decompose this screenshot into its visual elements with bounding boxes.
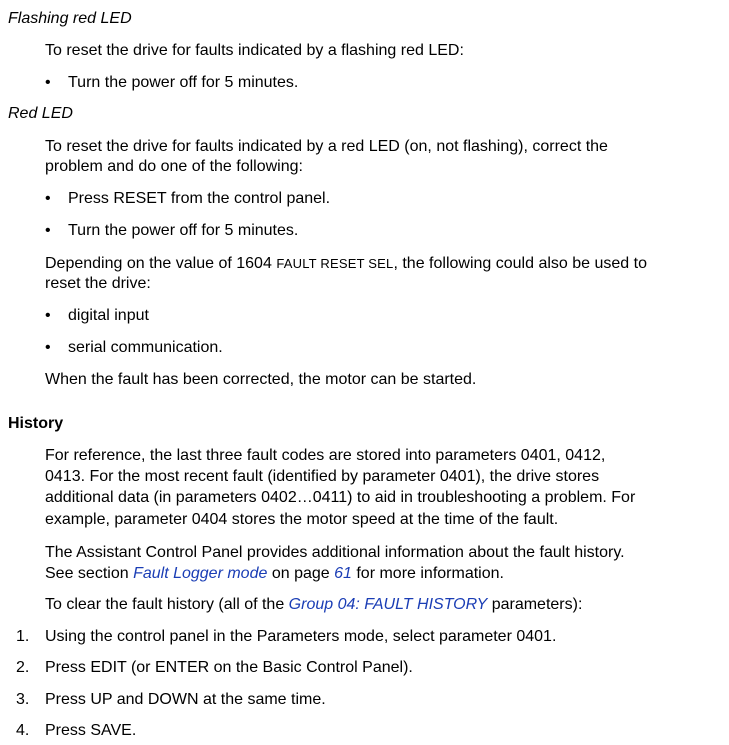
step-text: Using the control panel in the Parameters mode, select parameter 0401. xyxy=(45,628,557,645)
history-p3 xyxy=(45,595,725,615)
step-text: Press SAVE. xyxy=(45,722,137,739)
history-p2-line2 xyxy=(45,564,725,584)
page-61-link[interactable]: 61 xyxy=(334,565,352,582)
group-04-fault-history-link[interactable]: Group 04: FAULT HISTORY xyxy=(288,596,488,613)
red-led-heading: Red LED xyxy=(8,105,73,122)
depending-line1 xyxy=(45,254,725,274)
bullet-text: Press RESET from the control panel. xyxy=(68,190,331,207)
bullet-text: digital input xyxy=(68,307,149,324)
p2-mid: on page xyxy=(267,565,335,582)
p2-post: for more information. xyxy=(351,565,504,582)
red-intro-line2: problem and do one of the following: xyxy=(45,158,303,175)
step-text: Press UP and DOWN at the same time. xyxy=(45,691,326,708)
depending-after: , the following could also be used to xyxy=(393,255,647,272)
flashing-red-led-heading: Flashing red LED xyxy=(8,10,132,27)
flashing-intro: To reset the drive for faults indicated by a flashing red LED: xyxy=(45,42,464,59)
bullet-glyph: • xyxy=(45,190,51,207)
step-text: Press EDIT (or ENTER on the Basic Control Panel). xyxy=(45,659,413,676)
bullet-text: Turn the power off for 5 minutes. xyxy=(68,74,299,91)
bullet-glyph: • xyxy=(45,74,51,91)
step-number: 4. xyxy=(16,722,30,739)
p2-pre: See section xyxy=(45,565,134,582)
param-fault-reset-sel: FAULT RESET SEL xyxy=(276,256,394,271)
bullet-text: serial communication. xyxy=(68,339,223,356)
history-p1-line4: example, parameter 0404 stores the motor speed at the time of the fault. xyxy=(45,511,559,528)
step-number: 1. xyxy=(16,628,30,645)
fault-logger-mode-link[interactable]: Fault Logger mode xyxy=(133,565,268,582)
step-number: 2. xyxy=(16,659,30,676)
red-intro-line1: To reset the drive for faults indicated by a red LED (on, not flashing), correct the xyxy=(45,138,608,155)
after-correction: When the fault has been corrected, the motor can be started. xyxy=(45,371,477,388)
depending-line2: reset the drive: xyxy=(45,275,151,292)
bullet-text: Turn the power off for 5 minutes. xyxy=(68,222,299,239)
p3-post: parameters): xyxy=(487,596,583,613)
bullet-glyph: • xyxy=(45,222,51,239)
history-heading: History xyxy=(8,415,64,432)
bullet-glyph: • xyxy=(45,307,51,324)
history-p2-line1: The Assistant Control Panel provides additional information about the fault history. xyxy=(45,544,625,561)
history-p1-line2: 0413. For the most recent fault (identified by parameter 0401), the drive stores xyxy=(45,468,600,485)
step-number: 3. xyxy=(16,691,30,708)
depending-before: Depending on the value of 1604 xyxy=(45,255,272,272)
history-p1-line1: For reference, the last three fault codes are stored into parameters 0401, 0412, xyxy=(45,447,606,464)
p3-pre: To clear the fault history (all of the xyxy=(45,596,289,613)
bullet-glyph: • xyxy=(45,339,51,356)
history-p1-line3: additional data (in parameters 0402…0411) to aid in troubleshooting a problem. For xyxy=(45,489,636,506)
